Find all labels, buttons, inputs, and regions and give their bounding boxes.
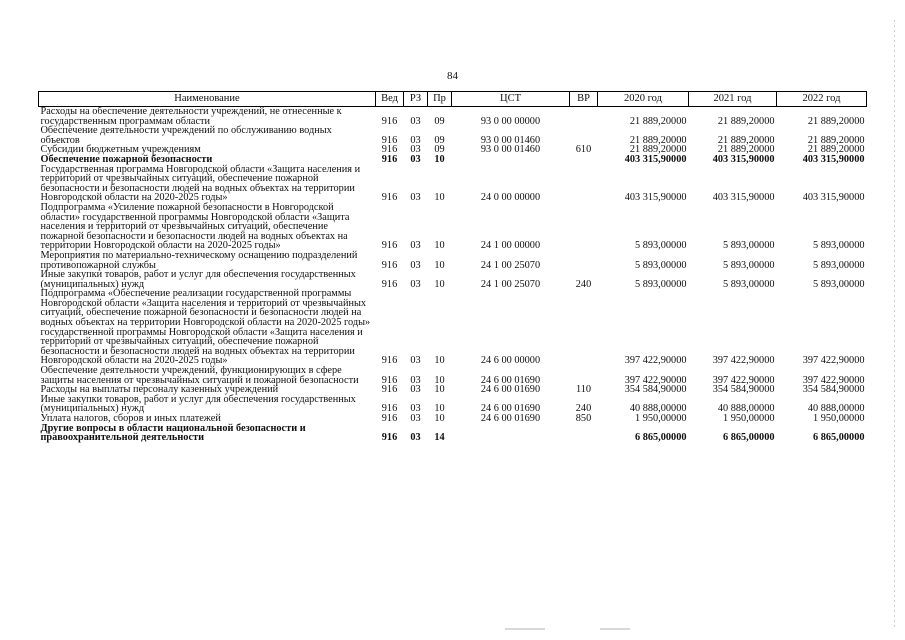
row-cst: 24 6 00 01690 xyxy=(480,374,541,386)
row-pr: 10 xyxy=(434,240,445,252)
row-vr xyxy=(570,165,598,203)
row-vr xyxy=(570,203,598,251)
row-name: Иные закупки товаров, работ и услуг для обеспечения государственных (муниципальных) нужд xyxy=(40,269,356,290)
row-name: Иные закупки товаров, работ и услуг для обеспечения государственных (муниципальных) нужд xyxy=(40,393,356,415)
row-name: Обеспечение деятельности учреждений по обслуживанию водных объектов xyxy=(40,125,332,146)
row-2022: 5 893,00000 xyxy=(813,240,865,252)
row-ved: 916 xyxy=(381,115,398,127)
row-pr: 09 xyxy=(434,144,445,156)
header-pr: Пр xyxy=(428,92,452,107)
row-pr: 10 xyxy=(434,153,445,165)
row-2021: 6 865,00000 xyxy=(723,432,775,444)
table-row xyxy=(39,107,867,127)
row-rz: 03 xyxy=(410,384,421,396)
row-ved: 916 xyxy=(381,413,398,424)
row-ved: 916 xyxy=(381,192,398,204)
row-name: Мероприятия по материально-техническому оснащению подразделений противопожарной службы xyxy=(40,249,358,271)
row-cst: 24 6 00 01690 xyxy=(480,403,541,415)
row-rz: 03 xyxy=(410,278,421,290)
row-ved: 916 xyxy=(381,374,398,386)
row-2021: 5 893,00000 xyxy=(723,240,775,252)
row-cst: 93 0 00 01460 xyxy=(480,144,541,156)
scan-edge-artifact xyxy=(894,20,895,630)
table-row xyxy=(39,126,867,145)
row-2021: 21 889,20000 xyxy=(717,134,775,146)
row-pr: 10 xyxy=(434,259,445,271)
row-name: Уплата налогов, сборов и иных платежей xyxy=(40,413,221,424)
row-2022: 403 315,90000 xyxy=(802,192,865,204)
table-row xyxy=(39,424,867,443)
row-cst: 24 1 00 25070 xyxy=(480,278,541,290)
row-ved: 916 xyxy=(381,153,398,165)
row-ved: 916 xyxy=(381,278,398,290)
row-2021: 354 584,90000 xyxy=(712,384,775,396)
row-2020: 21 889,20000 xyxy=(629,115,687,127)
row-vr xyxy=(570,289,598,366)
row-2022: 397 422,90000 xyxy=(802,374,865,386)
row-2022: 397 422,90000 xyxy=(802,355,865,367)
row-vr xyxy=(570,155,598,165)
header-rz: РЗ xyxy=(404,92,428,107)
row-cst: 24 1 00 25070 xyxy=(480,259,541,271)
row-cst: 24 1 00 00000 xyxy=(480,240,541,252)
row-name: Расходы на обеспечение деятельности учреждений, не отнесенные к государственным программам области xyxy=(40,106,342,127)
row-pr: 14 xyxy=(434,432,445,444)
row-2022: 5 893,00000 xyxy=(813,278,865,290)
row-cst xyxy=(452,424,570,443)
table-body xyxy=(39,107,867,443)
row-ved: 916 xyxy=(381,384,398,396)
row-name: Другие вопросы в области национальной безопасности и правоохранительной деятельности xyxy=(40,422,306,444)
row-rz: 03 xyxy=(410,355,421,367)
row-cst: 24 0 00 00000 xyxy=(480,192,541,204)
header-name: Наименование xyxy=(39,92,376,107)
row-vr: 240 xyxy=(575,278,592,290)
row-2021: 1 950,00000 xyxy=(723,413,775,424)
row-vr: 850 xyxy=(575,413,592,424)
row-2022: 354 584,90000 xyxy=(802,384,865,396)
row-2021: 21 889,20000 xyxy=(717,144,775,156)
row-name: Расходы на выплаты персоналу казенных учреждений xyxy=(40,384,279,396)
row-pr: 09 xyxy=(434,115,445,127)
row-pr: 10 xyxy=(434,355,445,367)
row-rz: 03 xyxy=(410,144,421,156)
row-vr xyxy=(570,366,598,385)
row-rz: 03 xyxy=(410,413,421,424)
row-pr: 10 xyxy=(434,403,445,415)
row-2021: 403 315,90000 xyxy=(712,153,775,165)
row-2020: 21 889,20000 xyxy=(629,134,687,146)
header-ved: Вед xyxy=(376,92,404,107)
row-vr: 610 xyxy=(575,144,592,156)
row-2020: 6 865,00000 xyxy=(635,432,687,444)
row-2022: 21 889,20000 xyxy=(807,134,865,146)
row-2020: 5 893,00000 xyxy=(635,278,687,290)
row-rz: 03 xyxy=(410,240,421,252)
row-rz: 03 xyxy=(410,192,421,204)
table-header-row xyxy=(39,92,867,107)
row-2021: 40 888,00000 xyxy=(717,403,775,415)
row-2022: 403 315,90000 xyxy=(802,153,865,165)
row-vr xyxy=(570,126,598,145)
row-vr xyxy=(570,107,598,127)
scan-smudge xyxy=(505,628,545,630)
table-row xyxy=(39,366,867,385)
row-2020: 397 422,90000 xyxy=(624,374,687,386)
row-2021: 21 889,20000 xyxy=(717,115,775,127)
row-pr: 10 xyxy=(434,278,445,290)
row-name: Субсидии бюджетным учреждениям xyxy=(40,144,201,156)
row-2021: 5 893,00000 xyxy=(723,278,775,290)
row-cst: 93 0 00 00000 xyxy=(480,115,541,127)
row-name: Государственная программа Новгородской области «Защита населения и территорий от чрезвычайных ситуаций, обеспечение пожарной безопасности и безопасности людей на водных объектах на территории Новгородской области на 2020-2025 годы» xyxy=(40,163,361,204)
row-2020: 1 950,00000 xyxy=(635,413,687,424)
row-ved: 916 xyxy=(381,259,398,271)
row-2022: 6 865,00000 xyxy=(813,432,865,444)
budget-table xyxy=(38,91,867,443)
row-2020: 403 315,90000 xyxy=(624,192,687,204)
row-2020: 397 422,90000 xyxy=(624,355,687,367)
row-2020: 354 584,90000 xyxy=(624,384,687,396)
header-vr: ВР xyxy=(570,92,598,107)
row-pr: 09 xyxy=(434,134,445,146)
row-name: Подпрограмма «Усиление пожарной безопасности в Новгородской области» государственной программы Новгородской области «Защита населения и территорий от чрезвычайных ситуаций, обеспечение пожарной безопасности и безопасности людей на водных объектах на территории Новгородской области на 2020-2025 годы» xyxy=(40,201,350,252)
row-2021: 403 315,90000 xyxy=(712,192,775,204)
row-2021: 5 893,00000 xyxy=(723,259,775,271)
row-2020: 403 315,90000 xyxy=(624,153,687,165)
header-2021: 2021 год xyxy=(689,92,777,107)
row-2022: 1 950,00000 xyxy=(813,413,865,424)
row-vr: 240 xyxy=(575,403,592,415)
row-rz: 03 xyxy=(410,432,421,444)
row-name: Обеспечение пожарной безопасности xyxy=(40,153,213,165)
row-ved: 916 xyxy=(381,355,398,367)
row-ved: 916 xyxy=(381,134,398,146)
row-rz: 03 xyxy=(410,134,421,146)
row-rz: 03 xyxy=(410,259,421,271)
row-cst xyxy=(452,155,570,165)
row-ved: 916 xyxy=(381,240,398,252)
table-row xyxy=(39,251,867,270)
row-vr: 110 xyxy=(575,384,592,396)
row-2022: 21 889,20000 xyxy=(807,115,865,127)
row-2020: 40 888,00000 xyxy=(629,403,687,415)
row-pr: 10 xyxy=(434,192,445,204)
row-vr xyxy=(570,424,598,443)
row-name: Обеспечение деятельности учреждений, функционирующих в сфере защиты населения от чрезвычайных ситуаций и пожарной безопасности xyxy=(40,365,359,386)
row-cst: 24 6 00 01690 xyxy=(480,384,541,396)
row-ved: 916 xyxy=(381,403,398,415)
table-row xyxy=(39,165,867,203)
row-2020: 5 893,00000 xyxy=(635,259,687,271)
row-name: Подпрограмма «Обеспечение реализации государственной программы Новгородской области «Защита населения и территорий от чрезвычайных ситуаций, обеспечение пожарной безопасности и безопасности людей на водных объектах на территории Новгородской области на 2020-2025 годы» государственной программы Новгородской области «Защита населения и территорий от чрезвычайных ситуаций, обеспечение пожарной безопасности и безопасности людей на водных объектах на территории Новгородской области на 2020-2025 годы» xyxy=(40,288,371,367)
row-ved: 916 xyxy=(381,144,398,156)
row-2021: 397 422,90000 xyxy=(712,355,775,367)
row-2021: 397 422,90000 xyxy=(712,374,775,386)
page-number: 84 xyxy=(447,70,458,82)
table-row xyxy=(39,270,867,289)
row-pr: 10 xyxy=(434,374,445,386)
row-rz: 03 xyxy=(410,403,421,415)
header-2022: 2022 год xyxy=(777,92,867,107)
table-row xyxy=(39,395,867,414)
header-2020: 2020 год xyxy=(598,92,689,107)
row-cst: 24 6 00 00000 xyxy=(480,355,541,367)
row-cst: 93 0 00 01460 xyxy=(480,134,541,146)
header-cst: ЦСТ xyxy=(452,92,570,107)
row-cst: 24 6 00 01690 xyxy=(480,413,541,424)
row-2020: 5 893,00000 xyxy=(635,240,687,252)
row-rz: 03 xyxy=(410,115,421,127)
row-rz: 03 xyxy=(410,374,421,386)
row-2022: 5 893,00000 xyxy=(813,259,865,271)
row-2022: 21 889,20000 xyxy=(807,144,865,156)
row-2022: 40 888,00000 xyxy=(807,403,865,415)
row-vr xyxy=(570,251,598,270)
scan-smudge xyxy=(600,628,630,630)
row-ved: 916 xyxy=(381,432,398,444)
table-row xyxy=(39,203,867,251)
row-rz: 03 xyxy=(410,153,421,165)
row-2020: 21 889,20000 xyxy=(629,144,687,156)
row-pr: 10 xyxy=(434,413,445,424)
row-pr: 10 xyxy=(434,384,445,396)
table-row xyxy=(39,289,867,366)
